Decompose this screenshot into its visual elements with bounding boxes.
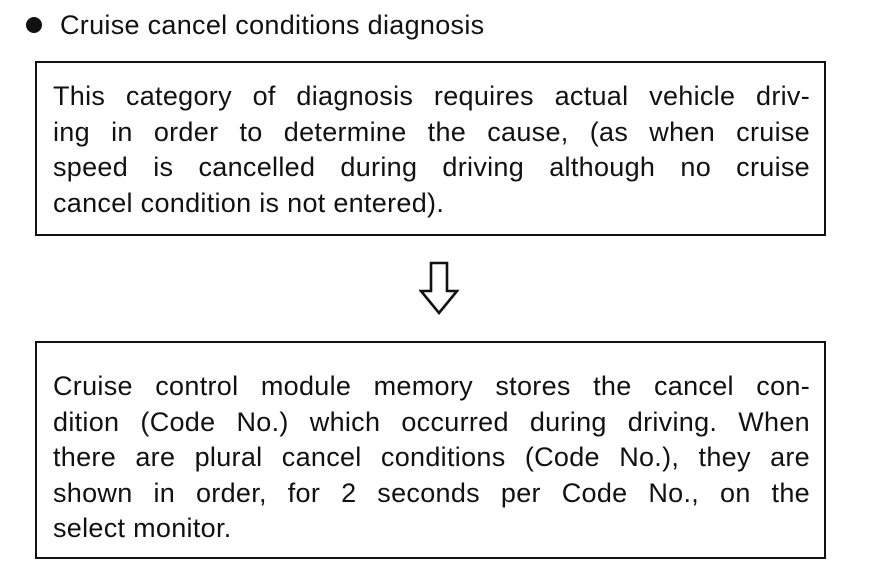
memory-info-line: shown in order, for 2 seconds per Code No., on the [53, 477, 810, 508]
memory-info-line: dition (Code No.) which occurred during driving. When [53, 406, 810, 437]
memory-info-line: select monitor. [53, 513, 232, 543]
bullet-icon [26, 17, 42, 33]
description-line: This category of diagnosis requires actual vehicle driv- [53, 81, 810, 111]
description-line: ing in order to determine the cause, (as when cruise [53, 116, 810, 147]
memory-info-box [35, 341, 826, 559]
memory-info-line: there are plural cancel conditions (Code No.), they are [53, 442, 810, 472]
down-arrow-icon [419, 261, 459, 315]
description-box [35, 61, 826, 236]
memory-info-line: Cruise control module memory stores the cancel con- [53, 371, 810, 401]
section-heading-text: Cruise cancel conditions diagnosis [60, 10, 485, 40]
section-heading [26, 8, 484, 42]
description-line: speed is cancelled during driving although no cruise [53, 152, 810, 182]
description-line: cancel condition is not entered). [53, 187, 445, 218]
